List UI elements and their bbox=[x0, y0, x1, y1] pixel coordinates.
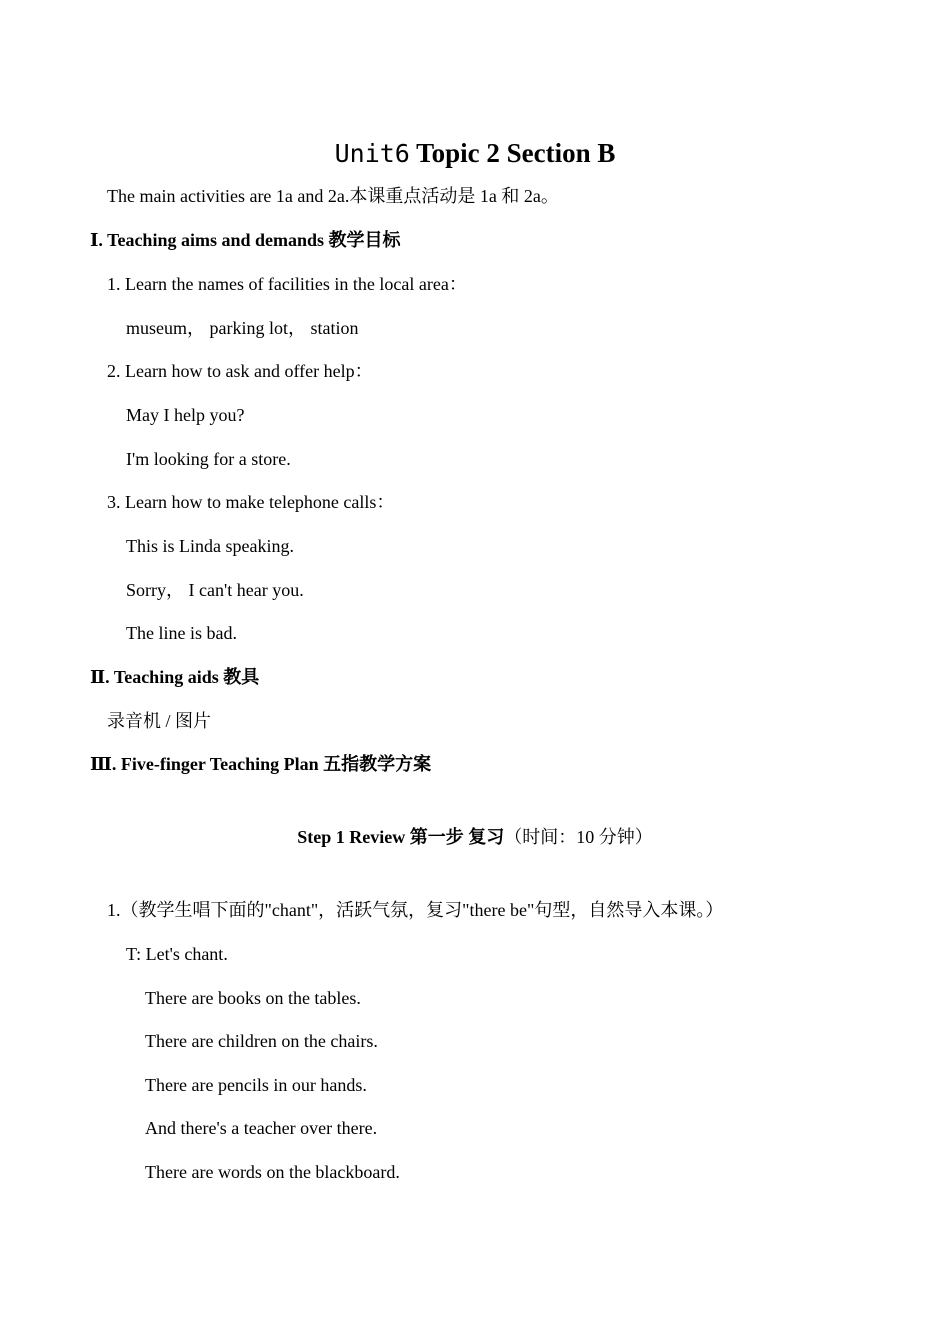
activity-instruction: 1.（教学生唱下面的"chant"，活跃气氛，复习"there be"句型，自然导入本课。） bbox=[107, 900, 724, 920]
title-unit: Unit6 bbox=[334, 139, 410, 168]
section-heading-aids: Ⅱ. Teaching aids 教具 bbox=[90, 667, 260, 687]
section-heading-plan: Ⅲ. Five-finger Teaching Plan 五指教学方案 bbox=[90, 754, 432, 774]
chant-line: There are words on the blackboard. bbox=[145, 1162, 400, 1182]
aids-content: 录音机 / 图片 bbox=[107, 711, 212, 731]
aim-item: Sorry， I can't hear you. bbox=[126, 580, 304, 600]
step-title: Step 1 Review 第一步 复习 bbox=[297, 827, 505, 847]
aim-item: This is Linda speaking. bbox=[126, 536, 294, 556]
chant-line: And there's a teacher over there. bbox=[145, 1118, 378, 1138]
step-time: （时间：10 分钟） bbox=[504, 827, 653, 847]
intro-text: The main activities are 1a and 2a.本课重点活动是 1a 和 2a。 bbox=[107, 186, 559, 206]
aim-item: May I help you? bbox=[126, 405, 245, 425]
teacher-line: T: Let's chant. bbox=[126, 944, 228, 964]
chant-line: There are books on the tables. bbox=[145, 988, 361, 1008]
aim-item: 2. Learn how to ask and offer help： bbox=[107, 361, 373, 381]
chant-line: There are children on the chairs. bbox=[145, 1031, 378, 1051]
aim-item: 1. Learn the names of facilities in the local area： bbox=[107, 274, 467, 294]
chant-line: There are pencils in our hands. bbox=[145, 1075, 367, 1095]
aim-item: museum， parking lot， station bbox=[126, 318, 359, 338]
document-title bbox=[0, 136, 950, 171]
aim-item: 3. Learn how to make telephone calls： bbox=[107, 492, 395, 512]
aim-item: I'm looking for a store. bbox=[126, 449, 291, 469]
section-heading-aims: Ⅰ. Teaching aims and demands 教学目标 bbox=[90, 230, 401, 250]
step-heading bbox=[0, 825, 950, 849]
aim-item: The line is bad. bbox=[126, 623, 237, 643]
title-topic: Topic 2 Section B bbox=[409, 138, 616, 168]
